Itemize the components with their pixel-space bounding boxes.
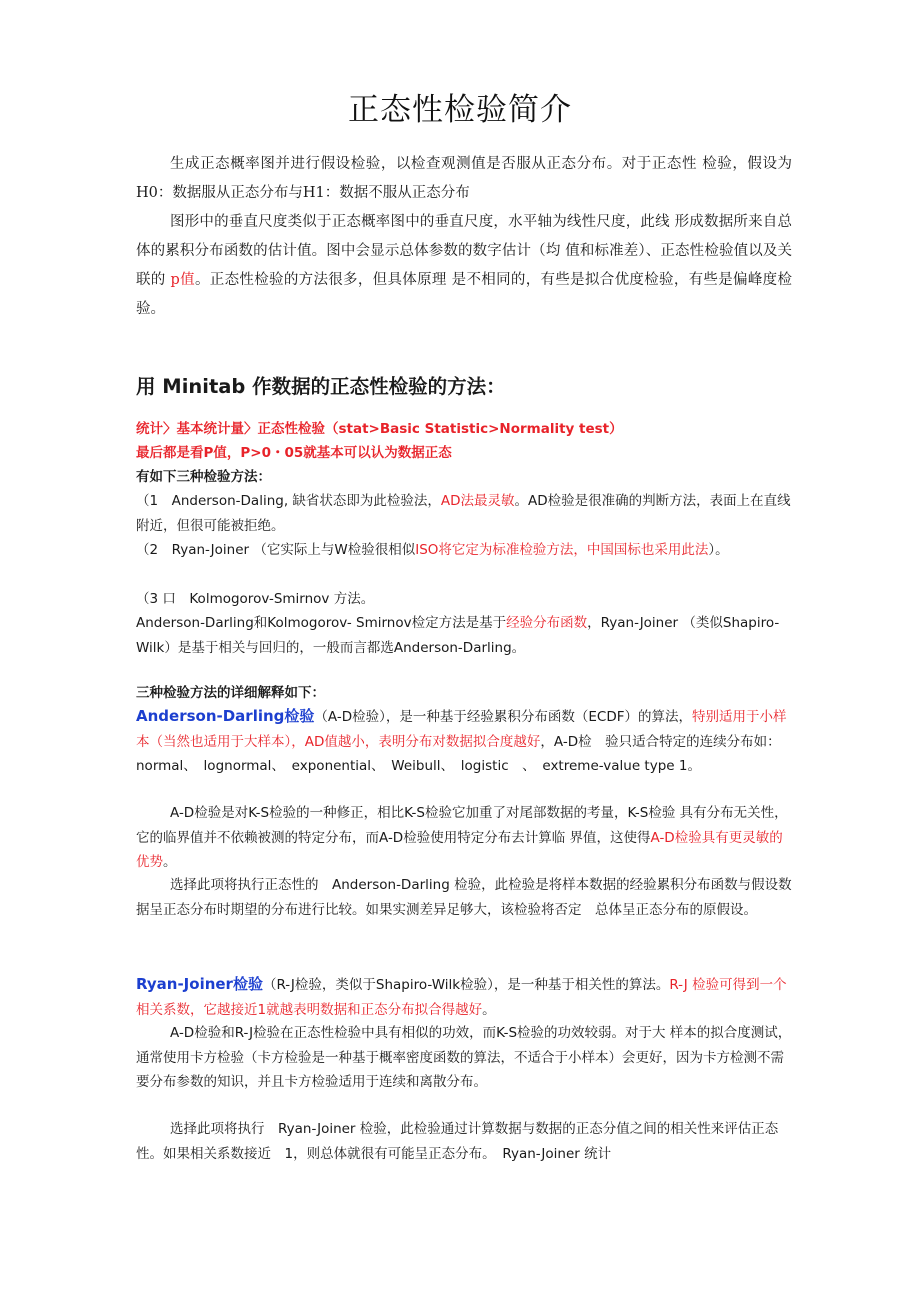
method-2: [136, 538, 792, 563]
method-text: （2 Ryan-Joiner （它实际上与W检验很相似: [136, 542, 416, 558]
p-value-rule: 最后都是看P值，P>0・05就基本可以认为数据正态: [136, 445, 452, 461]
rj-paragraph-2: A-D检验和R-J检验在正态性检验中具有相似的功效，而K-S检验的功效较弱。对于大 样本的拟合度测试，通常使用卡方检验（卡方检验是一种基于概率密度函数的算法，不适合于小样本）会更好，因为卡方检测不需要分布参数的知识，并且卡方检验适用于连续和离散分布。: [136, 1025, 792, 1090]
method-highlight: AD法最灵敏: [440, 493, 515, 509]
ad-highlight: A-D检验具有更灵敏的优势: [136, 829, 783, 870]
menu-path: 统计〉基本统计量〉正态性检验（stat>Basic Statistic>Normality test）: [136, 421, 623, 437]
detail-heading: 三种检验方法的详细解释如下：: [136, 685, 325, 701]
ad-title: Anderson-Darling检验: [136, 707, 315, 725]
ad-paragraph-3: 选择此项将执行正态性的 Anderson-Darling 检验，此检验是将样本数据的经验累积分布函数与假设数据呈正态分布时期望的分布进行比较。如果实测差异足够大，该检验将否定 总体呈正态分布的原假设。: [136, 877, 792, 918]
method-1: [136, 489, 792, 538]
intro-text: 。正态性检验的方法很多，但具体原理 是不相同的，有些是拟合优度检验，有些是偏峰度检验。: [136, 272, 792, 317]
ad-paragraph-1: [136, 704, 792, 779]
methods-heading: 有如下三种检验方法：: [136, 469, 271, 485]
intro-paragraph-1: 生成正态概率图并进行假设检验，以检查观测值是否服从正态分布。对于正态性 检验，假设为H0：数据服从正态分布与H1：数据不服从正态分布: [136, 156, 792, 201]
ad-text: 。: [163, 854, 177, 870]
method-highlight: ISO将它定为标准检验方法，中国国标也采用此法: [415, 542, 709, 558]
method-text: ）。: [708, 542, 729, 558]
rj-text: 。: [482, 1001, 496, 1018]
intro-text: 图形中的垂直尺度类似于正态概率图中的垂直尺度，水平轴为线性尺度，此线 形成数据所来自总体的累积分布函数的估计值。图中会显示总体参数的数字估计（均 值和标准差）、正态性检验值以及关联的: [136, 214, 792, 288]
page-title: 正态性检验简介: [348, 92, 572, 128]
method-text: （1 Anderson-Daling, 缺省状态即为此检验法，: [136, 493, 441, 509]
rj-paragraph-3: 选择此项将执行 Ryan-Joiner 检验，此检验通过计算数据与数据的正态分值之间的相关性来评估正态性。如果相关系数接近 1，则总体就很有可能呈正态分布。 Ryan-Joiner 统计: [136, 1121, 779, 1162]
rj-highlight: R-J 检验可得到一个相关系数，它越接近1就越表明数据和正态分布拟合得越好: [136, 977, 787, 1018]
summary-highlight: 经验分布函数: [506, 615, 588, 631]
ad-text: ，A-D检 验只适合特定的连续分布如： normal、 lognormal、 exponential、 Weibull、 logistic 、 extreme-value type 1。: [136, 733, 788, 774]
rj-title: Ryan-Joiner检验: [136, 975, 263, 993]
methods-summary: [136, 611, 792, 660]
minitab-section-heading: 用 Minitab 作数据的正态性检验的方法：: [136, 375, 506, 398]
rj-text: （R-J检验，类似于Shapiro-Wilk检验），是一种基于相关性的算法。: [262, 977, 670, 993]
ad-highlight: 特别适用于小样本（当然也适用于大样本），AD值越小，表明分布对数据拟合度越好: [136, 709, 787, 750]
ad-text: A-D检验是对K-S检验的一种修正，相比K-S检验它加重了对尾部数据的考量，K-S检验 具有分布无关性，它的临界值并不依赖被测的特定分布，而A-D检验使用特定分布去计算临 界值，这使得: [136, 805, 788, 846]
summary-text: ，Ryan-Joiner （类似Shapiro-Wilk）是基于相关与回归的，一般而言都选Anderson-Darling。: [136, 615, 780, 656]
method-3: （3 口 Kolmogorov-Smirnov 方法。: [136, 591, 375, 607]
summary-text: Anderson-Darling和Kolmogorov- Smirnov检定方法是基于: [136, 615, 507, 631]
p-value-highlight: p值: [170, 272, 195, 288]
intro-paragraph-2: [136, 208, 792, 324]
ad-paragraph-2: [136, 801, 792, 875]
method-text: 。AD检验是很准确的判断方法，表面上在直线附近，但很可能被拒绝。: [136, 493, 791, 534]
ad-text: （A-D检验），是一种基于经验累积分布函数（ECDF）的算法，: [314, 709, 692, 725]
rj-paragraph-1: [136, 972, 792, 1022]
